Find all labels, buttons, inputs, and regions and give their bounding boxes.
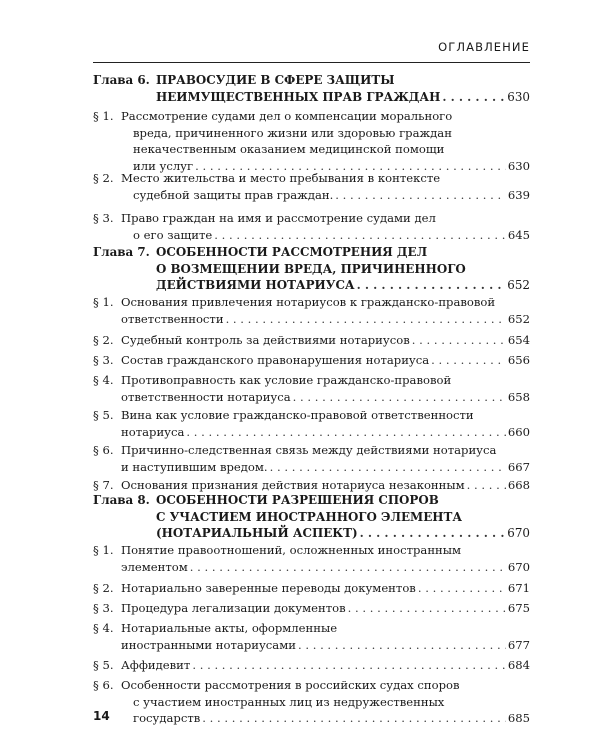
chapter-title-text: (НОТАРИАЛЬНЫЙ АСПЕКТ): [156, 526, 358, 540]
section-text: о его защите: [133, 227, 213, 242]
dot-leader: [412, 332, 506, 349]
section-entry: [93, 294, 530, 327]
section-line: [93, 141, 530, 158]
section-label: § 3.: [93, 601, 114, 615]
section-label: § 7.: [93, 478, 114, 492]
section-text: иностранными нотариусами: [121, 637, 296, 652]
section-line: [93, 694, 530, 711]
page-ref: 667: [507, 459, 530, 474]
page-ref: 668: [507, 478, 530, 492]
section-text: с участием иностранных лиц из недружественных: [133, 694, 445, 709]
dot-leader: [418, 580, 506, 597]
chapter-label: Глава 7.: [93, 245, 150, 259]
section-line: [93, 407, 530, 424]
page-ref: 652: [507, 311, 530, 326]
page-ref: 656: [507, 353, 530, 367]
section-text: государств: [133, 711, 201, 725]
section-label: § 1.: [93, 295, 114, 309]
section-entry: [93, 677, 530, 727]
section-line: [93, 227, 530, 244]
section-text: Состав гражданского правонарушения нотариуса: [121, 353, 430, 367]
section-label: § 4.: [93, 373, 114, 387]
section-line: [93, 108, 530, 125]
section-line: [93, 389, 530, 406]
section-entry: [93, 210, 530, 243]
dot-leader: [360, 525, 506, 542]
section-line: [93, 600, 530, 617]
section-label: § 2.: [93, 171, 114, 185]
chapter-title-text: С УЧАСТИЕМ ИНОСТРАННОГО ЭЛЕМЕНТА: [156, 509, 463, 524]
page-ref: 670: [507, 559, 530, 574]
section-line: [93, 210, 530, 227]
section-label: § 1.: [93, 109, 114, 123]
section-text: или услуг: [133, 158, 194, 173]
section-text: Аффидевит: [121, 658, 191, 672]
chapter-title-line: [93, 261, 530, 278]
dot-leader: [270, 459, 506, 476]
page-ref: 630: [507, 158, 530, 173]
page-ref: 645: [507, 227, 530, 242]
section-label: § 4.: [93, 621, 114, 635]
section-entry: [93, 600, 530, 617]
page-ref: 684: [507, 658, 530, 672]
section-line: [93, 710, 530, 727]
chapter-title-line: [93, 89, 530, 106]
section-line: [93, 657, 530, 674]
section-entry: [93, 580, 530, 597]
dot-leader: [202, 710, 506, 727]
section-entry: [93, 108, 530, 174]
section-text: Место жительства и место пребывания в контексте: [121, 171, 441, 185]
chapter-entry: [93, 492, 530, 542]
chapter-title-line: [93, 492, 530, 509]
section-line: [93, 311, 530, 328]
chapter-entry: [93, 244, 530, 294]
chapter-label: Глава 8.: [93, 493, 150, 507]
section-text: Основания привлечения нотариусов к гражданско-правовой: [121, 295, 496, 309]
section-entry: [93, 542, 530, 575]
section-line: [93, 580, 530, 597]
page-number: 14: [93, 709, 110, 723]
section-line: [93, 170, 530, 187]
chapter-title-line: [93, 72, 530, 89]
header-rule: [93, 62, 530, 63]
dot-leader: [298, 637, 506, 654]
section-text: ответственности: [121, 311, 224, 326]
section-text: ответственности нотариуса: [121, 389, 291, 404]
chapter-title-line: [93, 244, 530, 261]
section-entry: [93, 170, 530, 203]
section-entry: [93, 407, 530, 440]
section-line: [93, 442, 530, 459]
section-entry: [93, 657, 530, 674]
section-text: Причинно-следственная связь между действиями нотариуса: [121, 443, 497, 457]
section-label: § 3.: [93, 211, 114, 225]
section-line: [93, 372, 530, 389]
section-line: [93, 187, 530, 204]
section-text: Нотариально заверенные переводы документов: [121, 581, 416, 595]
section-text: Нотариальные акты, оформленные: [121, 621, 338, 635]
section-text: Вина как условие гражданско-правовой ответственности: [121, 408, 474, 422]
section-label: § 1.: [93, 543, 114, 557]
section-label: § 3.: [93, 353, 114, 367]
section-text: Противоправность как условие гражданско-правовой: [121, 373, 452, 387]
section-line: [93, 352, 530, 369]
dot-leader: [357, 277, 506, 294]
page-ref: 630: [507, 89, 530, 104]
dot-leader: [442, 89, 505, 106]
section-text: некачественным оказанием медицинской помощи: [133, 142, 445, 156]
dot-leader: [190, 559, 506, 576]
section-line: [93, 637, 530, 654]
page-ref: 671: [507, 581, 530, 595]
chapter-title-text: НЕИМУЩЕСТВЕННЫХ ПРАВ ГРАЖДАН: [156, 89, 441, 104]
section-label: § 6.: [93, 678, 114, 692]
section-line: [93, 459, 530, 476]
page-ref: 658: [507, 389, 530, 404]
chapter-label: Глава 6.: [93, 73, 150, 87]
section-line: [93, 542, 530, 559]
dot-leader: [226, 311, 506, 328]
section-entry: [93, 332, 530, 349]
dot-leader: [192, 657, 506, 674]
section-text: судебной защиты прав граждан.: [133, 187, 334, 202]
chapter-title-line: [93, 509, 530, 526]
chapter-title-text: ОСОБЕННОСТИ РАССМОТРЕНИЯ ДЕЛ: [156, 245, 428, 259]
section-line: [93, 424, 530, 441]
page-ref: 675: [507, 601, 530, 615]
section-entry: [93, 352, 530, 369]
section-text: Право граждан на имя и рассмотрение судами дел: [121, 211, 436, 225]
dot-leader: [348, 600, 506, 617]
chapter-title-line: [93, 525, 530, 542]
section-text: и наступившим вредом.: [121, 459, 268, 474]
section-text: нотариуса: [121, 424, 185, 439]
page-ref: 677: [507, 637, 530, 652]
dot-leader: [335, 187, 506, 204]
chapter-title-text: ПРАВОСУДИЕ В СФЕРЕ ЗАЩИТЫ: [156, 73, 395, 87]
running-header-title: ОГЛАВЛЕНИЕ: [438, 40, 530, 54]
section-label: § 5.: [93, 408, 114, 422]
page-ref: 670: [507, 526, 530, 540]
dot-leader: [293, 389, 506, 406]
page-ref: 654: [507, 333, 530, 347]
dot-leader: [431, 352, 506, 369]
page-ref: 652: [507, 278, 530, 292]
section-text: Понятие правоотношений, осложненных иностранным: [121, 543, 462, 557]
section-line: [93, 332, 530, 349]
section-text: Процедура легализации документов: [121, 601, 346, 615]
section-line: [93, 559, 530, 576]
section-text: Судебный контроль за действиями нотариусов: [121, 333, 410, 347]
page-ref: 660: [507, 424, 530, 439]
chapter-title-text: ДЕЙСТВИЯМИ НОТАРИУСА: [156, 278, 355, 292]
section-entry: [93, 620, 530, 653]
section-line: [93, 125, 530, 142]
dot-leader: [214, 227, 506, 244]
section-label: § 5.: [93, 658, 114, 672]
section-label: § 2.: [93, 581, 114, 595]
section-entry: [93, 372, 530, 405]
section-text: вреда, причиненного жизни или здоровью граждан: [133, 125, 452, 140]
section-text: Рассмотрение судами дел о компенсации морального: [121, 109, 453, 123]
section-text: Основания признания действия нотариуса незаконным: [121, 478, 465, 492]
section-label: § 6.: [93, 443, 114, 457]
chapter-entry: [93, 72, 530, 105]
section-text: элементом: [121, 559, 188, 574]
page-ref: 685: [507, 711, 530, 725]
chapter-title-text: О ВОЗМЕЩЕНИИ ВРЕДА, ПРИЧИНЕННОГО: [156, 261, 466, 276]
chapter-title-text: ОСОБЕННОСТИ РАЗРЕШЕНИЯ СПОРОВ: [156, 493, 439, 507]
section-line: [93, 294, 530, 311]
section-text: Особенности рассмотрения в российских судах споров: [121, 678, 460, 692]
section-line: [93, 620, 530, 637]
dot-leader: [186, 424, 505, 441]
chapter-title-line: [93, 277, 530, 294]
section-label: § 2.: [93, 333, 114, 347]
section-entry: [93, 442, 530, 475]
running-header: [93, 40, 530, 60]
page-ref: 639: [507, 187, 530, 202]
section-line: [93, 677, 530, 694]
